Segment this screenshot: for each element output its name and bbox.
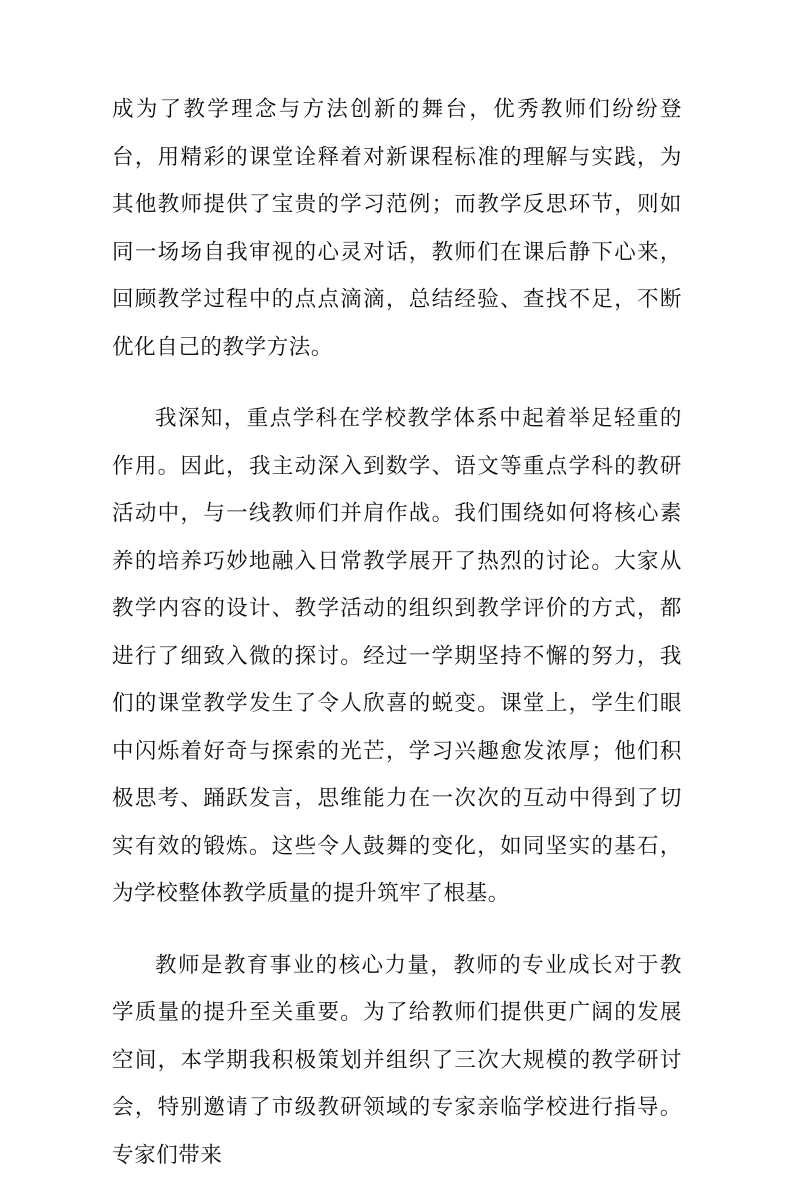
paragraph-spacer-1 (112, 371, 682, 395)
paragraph-2: 我深知，重点学科在学校教学体系中起着举足轻重的作用。因此，我主动深入到数学、语文等重点学科的教研活动中，与一线教师们并肩作战。我们围绕如何将核心素养的培养巧妙地融入日常教学展开了热烈的讨论。大家从教学内容的设计、教学活动的组织到教学评价的方式，都进行了细致入微的探讨。经过一学期坚持不懈的努力，我们的课堂教学发生了令人欣喜的蜕变。课堂上，学生们眼中闪烁着好奇与探索的光芒，学习兴趣愈发浓厚；他们积极思考、踊跃发言，思维能力在一次次的互动中得到了切实有效的锻炼。这些令人鼓舞的变化，如同坚实的基石，为学校整体教学质量的提升筑牢了根基。 (112, 395, 682, 918)
paragraph-spacer-2 (112, 918, 682, 942)
document-body (112, 86, 682, 1179)
paragraph-3: 教师是教育事业的核心力量，教师的专业成长对于教学质量的提升至关重要。为了给教师们提供更广阔的发展空间，本学期我积极策划并组织了三次大规模的教学研讨会，特别邀请了市级教研领域的专家亲临学校进行指导。专家们带来 (112, 942, 682, 1179)
paragraph-1: 成为了教学理念与方法创新的舞台，优秀教师们纷纷登台，用精彩的课堂诠释着对新课程标准的理解与实践，为其他教师提供了宝贵的学习范例；而教学反思环节，则如同一场场自我审视的心灵对话，教师们在课后静下心来，回顾教学过程中的点点滴滴，总结经验、查找不足，不断优化自己的教学方法。 (112, 86, 682, 371)
